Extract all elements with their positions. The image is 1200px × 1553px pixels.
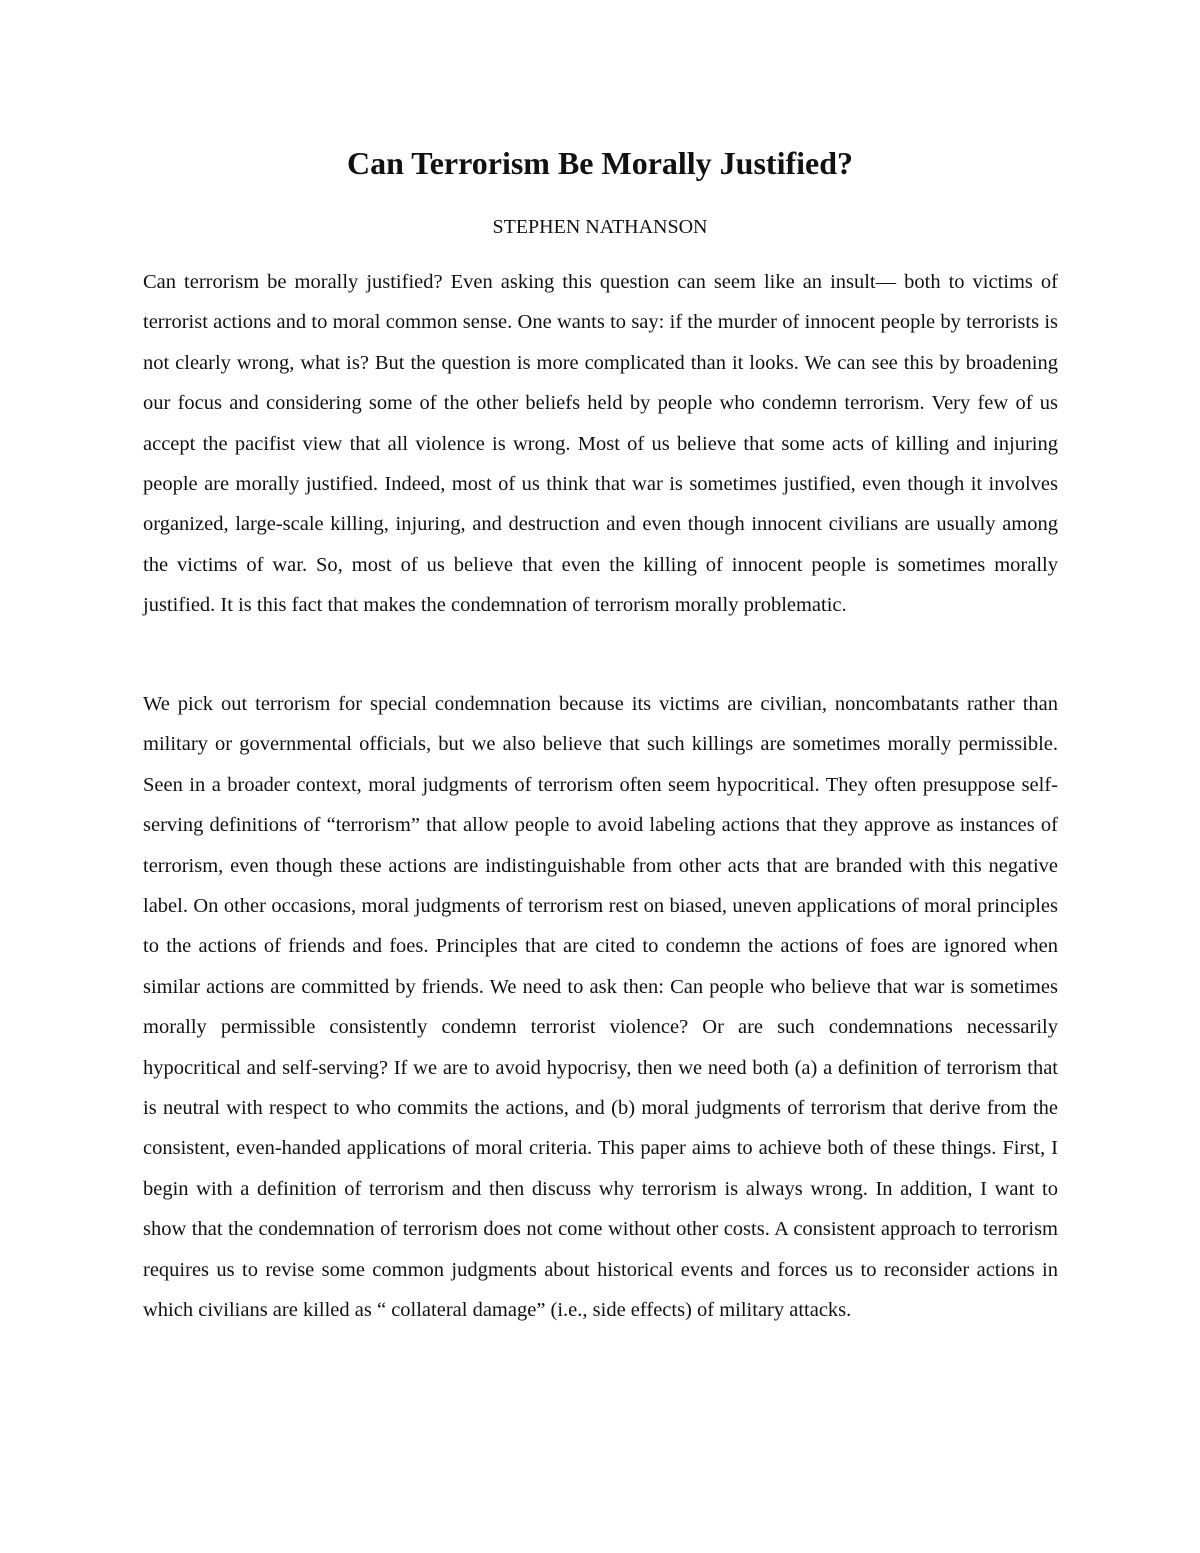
author-name: STEPHEN NATHANSON xyxy=(492,216,708,238)
paragraph-2: We pick out terrorism for special condemnation because its victims are civilian, noncombatants rather than military or governmental officials, but we also believe that such killings are sometimes morally permissible. Seen in a broader context, moral judgments of terrorism often seem hypocritical. They often presuppose self-serving definitions of “terrorism” that allow people to avoid labeling actions that they approve as instances of terrorism, even though these actions are indistinguishable from other acts that are branded with this negative label. On other occasions, moral judgments of terrorism rest on biased, uneven applications of moral principles to the actions of friends and foes. Principles that are cited to condemn the actions of foes are ignored when similar actions are committed by friends. We need to ask then: Can people who believe that war is sometimes morally permissible consistently condemn terrorist violence? Or are such condemnations necessarily hypocritical and self-serving? If we are to avoid hypocrisy, then we need both (a) a definition of terrorism that is neutral with respect to who commits the actions, and (b) moral judgments of terrorism that derive from the consistent, even-handed applications of moral criteria. This paper aims to achieve both of these things. First, I begin with a definition of terrorism and then discuss why terrorism is always wrong. In addition, I want to show that the condemnation of terrorism does not come without other costs. A consistent approach to terrorism requires us to revise some common judgments about historical events and forces us to reconsider actions in which civilians are killed as “ collateral damage” (i.e., side effects) of military attacks. xyxy=(143,693,1058,1322)
paragraph-1: Can terrorism be morally justified? Even asking this question can seem like an insult— both to victims of terrorist actions and to moral common sense. One wants to say: if the murder of innocent people by terrorists is not clearly wrong, what is? But the question is more complicated than it looks. We can see this by broadening our focus and considering some of the other beliefs held by people who condemn terrorism. Very few of us accept the pacifist view that all violence is wrong. Most of us believe that some acts of killing and injuring people are morally justified. Indeed, most of us think that war is sometimes justified, even though it involves organized, large-scale killing, injuring, and destruction and even though innocent civilians are usually among the victims of war. So, most of us believe that even the killing of innocent people is sometimes morally justified. It is this fact that makes the condemnation of terrorism morally problematic. xyxy=(143,271,1058,617)
document-title: Can Terrorism Be Morally Justified? xyxy=(346,145,854,181)
